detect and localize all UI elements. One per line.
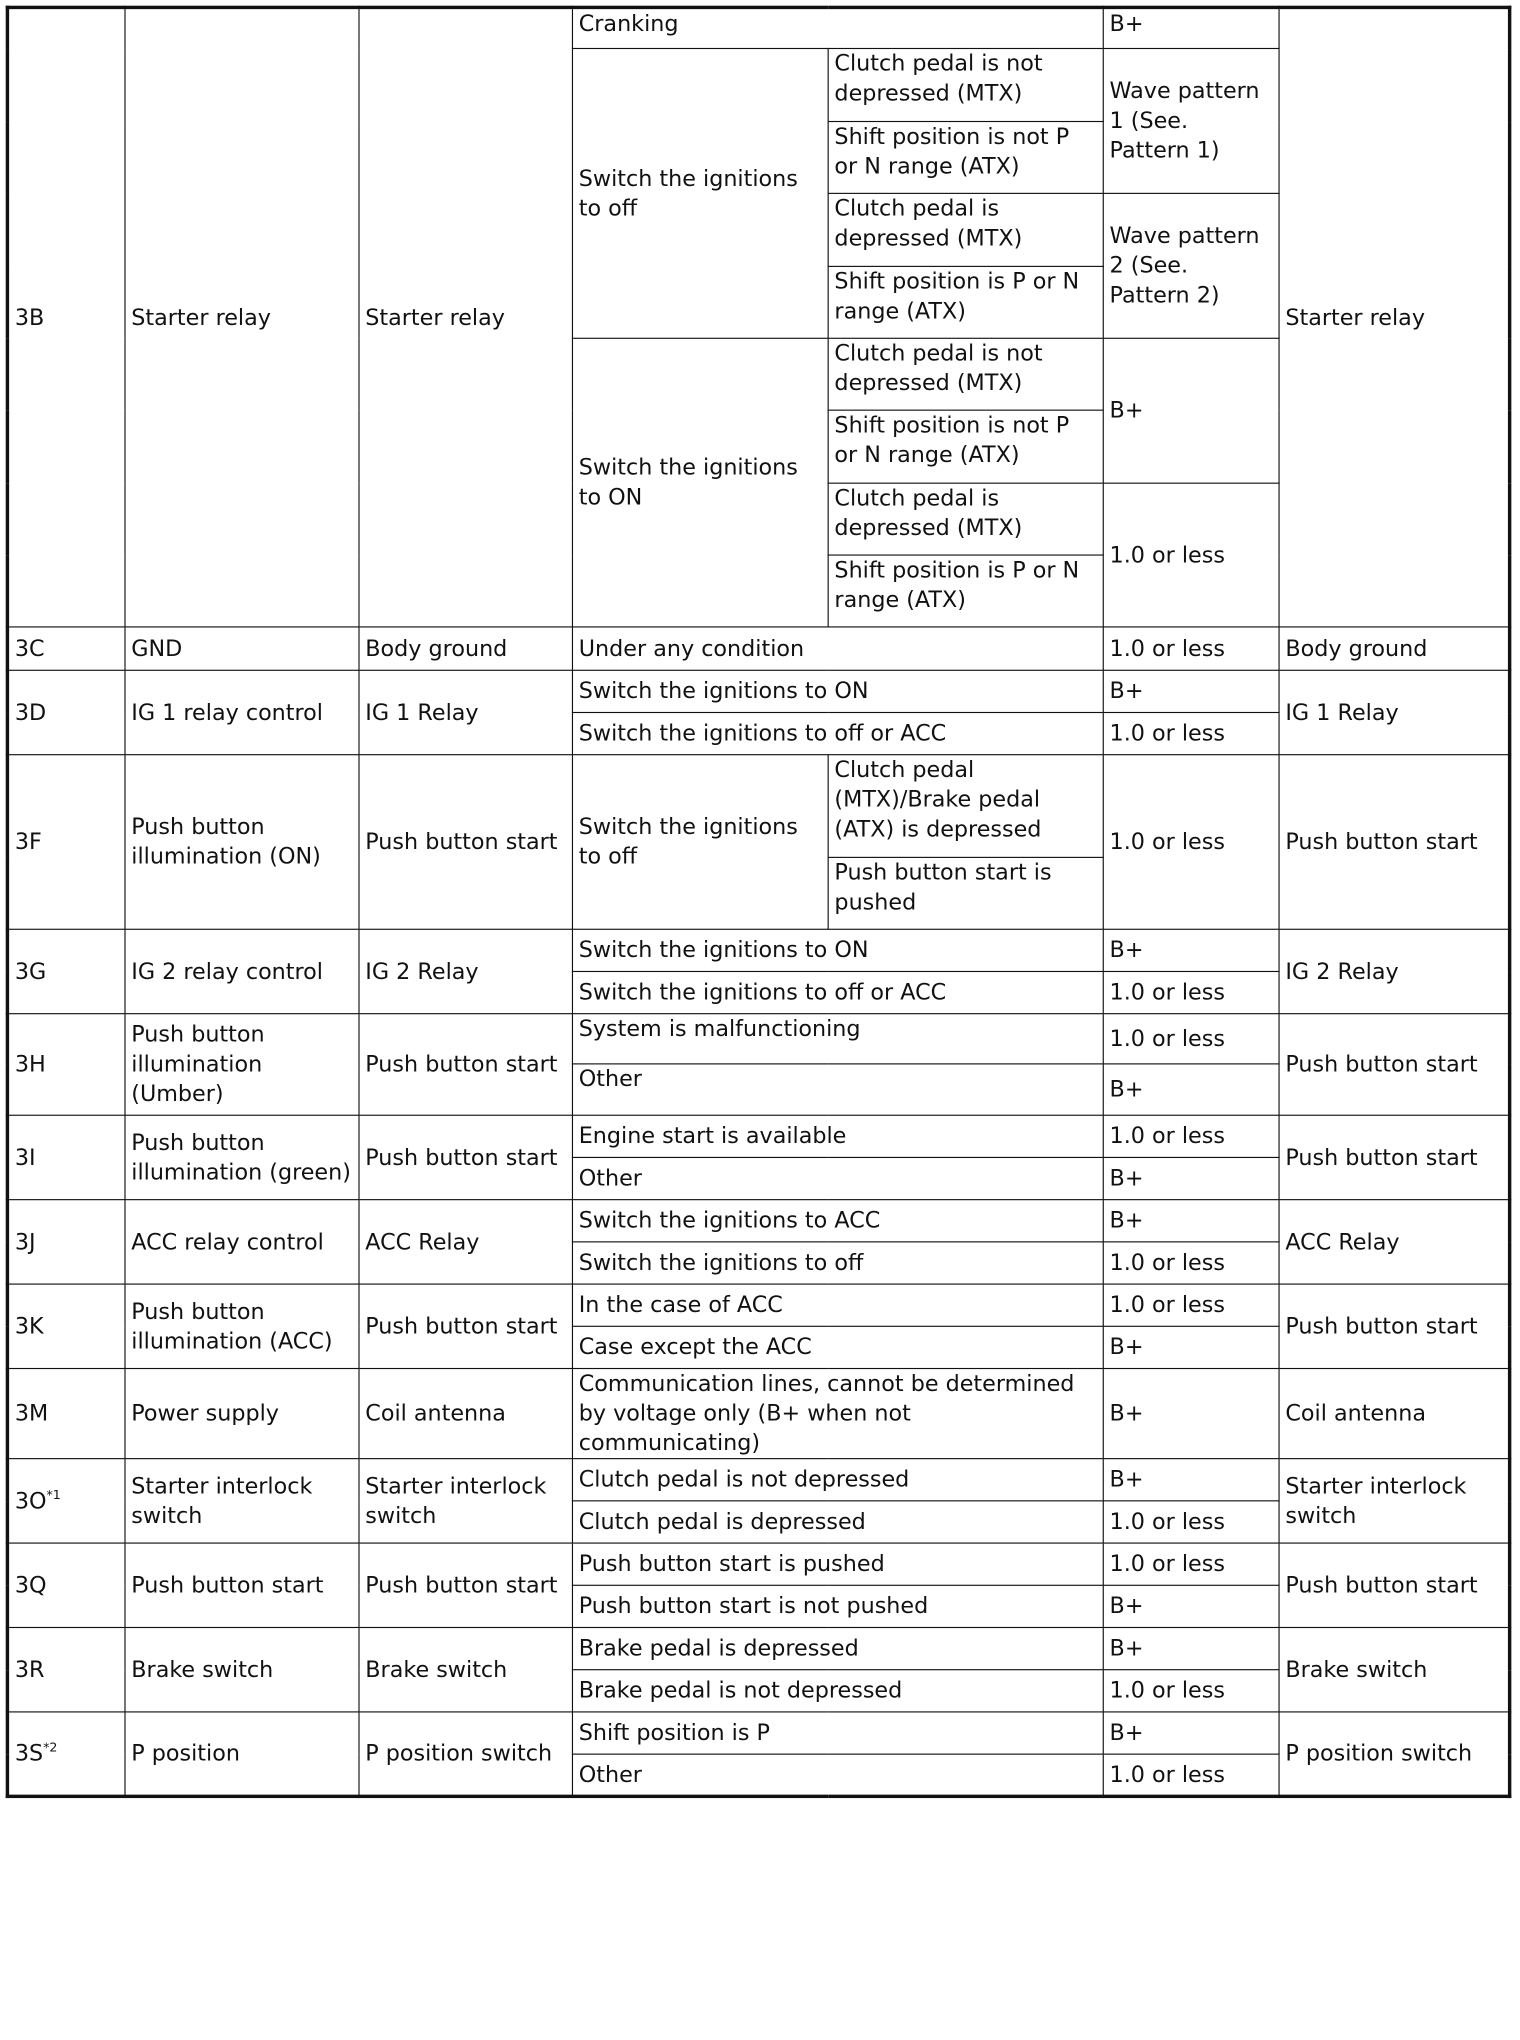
connected-cell: IG 2 Relay <box>359 929 572 1013</box>
signal-cell: P position <box>125 1712 359 1796</box>
value-cell: 1.0 or less <box>1103 1501 1279 1543</box>
terminal-cell: 3G <box>7 929 125 1013</box>
footnote-marker: *2 <box>43 1739 58 1755</box>
value-cell: 1.0 or less <box>1103 1014 1279 1064</box>
sub-condition-cell: Shift position is P or N range (ATX) <box>828 266 1103 338</box>
connected-cell: Push button start <box>359 1284 572 1368</box>
table-row <box>7 7 1509 48</box>
terminal-cell: 3H <box>7 1014 125 1116</box>
inspection-cell: IG 2 Relay <box>1279 929 1510 1013</box>
condition-cell: Switch the ignitions to off or ACC <box>572 712 1103 754</box>
table-row <box>7 1627 1509 1669</box>
value-cell: 1.0 or less <box>1103 1242 1279 1284</box>
connected-cell: Push button start <box>359 1115 572 1199</box>
condition-cell: Communication lines, cannot be determined by voltage only (B+ when not communicating) <box>572 1369 1103 1459</box>
terminal-code: 3O <box>14 1487 47 1514</box>
value-cell: 1.0 or less <box>1103 1115 1279 1157</box>
condition-cell: Case except the ACC <box>572 1326 1103 1368</box>
table-row <box>7 1712 1509 1754</box>
condition-cell: In the case of ACC <box>572 1284 1103 1326</box>
condition-cell: Switch the ignitions to off <box>572 48 828 338</box>
connected-cell: Brake switch <box>359 1627 572 1711</box>
sub-condition-cell: Clutch pedal is depressed (MTX) <box>828 193 1103 266</box>
value-cell: 1.0 or less <box>1103 1543 1279 1585</box>
table-row <box>7 1200 1509 1242</box>
value-cell: B+ <box>1103 929 1279 971</box>
sub-condition-cell: Shift position is not P or N range (ATX) <box>828 122 1103 194</box>
sub-condition-cell: Clutch pedal is not depressed (MTX) <box>828 338 1103 410</box>
table-row <box>7 1284 1509 1326</box>
table-row <box>7 627 1509 670</box>
condition-cell: Shift position is P <box>572 1712 1103 1754</box>
inspection-cell: P position switch <box>1279 1712 1510 1796</box>
value-cell: 1.0 or less <box>1103 483 1279 627</box>
inspection-cell: Coil antenna <box>1279 1369 1510 1459</box>
value-cell: B+ <box>1103 1326 1279 1368</box>
value-cell: B+ <box>1103 1157 1279 1199</box>
value-cell: B+ <box>1103 1459 1279 1501</box>
table-row <box>7 929 1509 971</box>
condition-cell: System is malfunctioning <box>572 1014 1103 1064</box>
condition-cell: Switch the ignitions to ACC <box>572 1200 1103 1242</box>
value-cell: B+ <box>1103 1627 1279 1669</box>
connected-cell: Starter relay <box>359 7 572 627</box>
condition-cell: Push button start is not pushed <box>572 1585 1103 1627</box>
value-cell: B+ <box>1103 670 1279 712</box>
sub-condition-cell: Clutch pedal is depressed (MTX) <box>828 483 1103 555</box>
sub-condition-cell: Clutch pedal is not depressed (MTX) <box>828 48 1103 121</box>
terminal-cell: 3J <box>7 1200 125 1284</box>
signal-cell: Starter interlock switch <box>125 1459 359 1543</box>
value-cell: B+ <box>1103 7 1279 48</box>
signal-cell: IG 2 relay control <box>125 929 359 1013</box>
value-cell: B+ <box>1103 1200 1279 1242</box>
terminal-cell: 3M <box>7 1369 125 1459</box>
terminal-cell <box>7 1459 125 1543</box>
condition-cell: Other <box>572 1157 1103 1199</box>
terminal-cell: 3R <box>7 1627 125 1711</box>
condition-cell: Brake pedal is not depressed <box>572 1670 1103 1712</box>
terminal-voltage-table <box>6 6 1512 1798</box>
connected-cell: IG 1 Relay <box>359 670 572 754</box>
signal-cell: Push button illumination (ACC) <box>125 1284 359 1368</box>
connected-cell: Starter interlock switch <box>359 1459 572 1543</box>
signal-cell: Push button illumination (ON) <box>125 755 359 930</box>
condition-cell: Switch the ignitions to ON <box>572 929 1103 971</box>
connected-cell: Body ground <box>359 627 572 670</box>
signal-cell: Brake switch <box>125 1627 359 1711</box>
connected-cell: Push button start <box>359 1014 572 1116</box>
condition-cell: Switch the ignitions to off or ACC <box>572 971 1103 1013</box>
value-cell: B+ <box>1103 1369 1279 1459</box>
value-cell: B+ <box>1103 1585 1279 1627</box>
condition-cell: Engine start is available <box>572 1115 1103 1157</box>
condition-cell: Switch the ignitions to ON <box>572 670 1103 712</box>
signal-cell: IG 1 relay control <box>125 670 359 754</box>
value-cell: 1.0 or less <box>1103 712 1279 754</box>
inspection-cell: Brake switch <box>1279 1627 1510 1711</box>
value-cell: B+ <box>1103 1064 1279 1115</box>
terminal-cell: 3I <box>7 1115 125 1199</box>
signal-cell: Push button illumination (Umber) <box>125 1014 359 1116</box>
condition-cell: Switch the ignitions to off <box>572 755 828 930</box>
signal-cell: Power supply <box>125 1369 359 1459</box>
terminal-cell: 3K <box>7 1284 125 1368</box>
inspection-cell: Push button start <box>1279 1115 1510 1199</box>
signal-cell: Starter relay <box>125 7 359 627</box>
connected-cell: Push button start <box>359 1543 572 1627</box>
connected-cell: Coil antenna <box>359 1369 572 1459</box>
value-cell: 1.0 or less <box>1103 627 1279 670</box>
terminal-cell: 3C <box>7 627 125 670</box>
value-cell: Wave pattern 1 (See. Pattern 1) <box>1103 48 1279 193</box>
signal-cell: ACC relay control <box>125 1200 359 1284</box>
value-cell: 1.0 or less <box>1103 1284 1279 1326</box>
terminal-cell: 3D <box>7 670 125 754</box>
value-cell: 1.0 or less <box>1103 755 1279 930</box>
connected-cell: P position switch <box>359 1712 572 1796</box>
signal-cell: GND <box>125 627 359 670</box>
value-cell: 1.0 or less <box>1103 1754 1279 1796</box>
connected-cell: ACC Relay <box>359 1200 572 1284</box>
table-row <box>7 755 1509 858</box>
condition-cell: Cranking <box>572 7 1103 48</box>
value-cell: B+ <box>1103 1712 1279 1754</box>
sub-condition-cell: Clutch pedal (MTX)/Brake pedal (ATX) is depressed <box>828 755 1103 858</box>
value-cell: B+ <box>1103 338 1279 483</box>
condition-cell: Push button start is pushed <box>572 1543 1103 1585</box>
inspection-cell: Push button start <box>1279 755 1510 930</box>
value-cell: Wave pattern 2 (See. Pattern 2) <box>1103 193 1279 338</box>
condition-cell: Brake pedal is depressed <box>572 1627 1103 1669</box>
terminal-cell: 3Q <box>7 1543 125 1627</box>
sub-condition-cell: Push button start is pushed <box>828 857 1103 929</box>
sub-condition-cell: Shift position is not P or N range (ATX) <box>828 410 1103 483</box>
inspection-cell: IG 1 Relay <box>1279 670 1510 754</box>
condition-cell: Clutch pedal is not depressed <box>572 1459 1103 1501</box>
condition-cell: Other <box>572 1754 1103 1796</box>
table-row <box>7 1459 1509 1501</box>
condition-cell: Clutch pedal is depressed <box>572 1501 1103 1543</box>
inspection-cell: Push button start <box>1279 1543 1510 1627</box>
condition-cell: Under any condition <box>572 627 1103 670</box>
sub-condition-cell: Shift position is P or N range (ATX) <box>828 555 1103 627</box>
table-row <box>7 670 1509 712</box>
inspection-cell: Push button start <box>1279 1014 1510 1116</box>
connected-cell: Push button start <box>359 755 572 930</box>
condition-cell: Switch the ignitions to ON <box>572 338 828 627</box>
condition-cell: Switch the ignitions to off <box>572 1242 1103 1284</box>
terminal-cell <box>7 1712 125 1796</box>
footnote-marker: *1 <box>46 1487 61 1502</box>
inspection-cell: Body ground <box>1279 627 1510 670</box>
value-cell: 1.0 or less <box>1103 1670 1279 1712</box>
value-cell: 1.0 or less <box>1103 971 1279 1013</box>
inspection-cell: Push button start <box>1279 1284 1510 1368</box>
table-row <box>7 1014 1509 1064</box>
inspection-cell: Starter relay <box>1279 7 1510 627</box>
inspection-cell: Starter interlock switch <box>1279 1459 1510 1543</box>
terminal-cell: 3B <box>7 7 125 627</box>
terminal-cell: 3F <box>7 755 125 930</box>
terminal-code: 3S <box>14 1739 44 1767</box>
signal-cell: Push button start <box>125 1543 359 1627</box>
table-row <box>7 1115 1509 1157</box>
condition-cell: Other <box>572 1064 1103 1115</box>
table-row <box>7 1369 1509 1459</box>
table-row <box>7 1543 1509 1585</box>
signal-cell: Push button illumination (green) <box>125 1115 359 1199</box>
inspection-cell: ACC Relay <box>1279 1200 1510 1284</box>
